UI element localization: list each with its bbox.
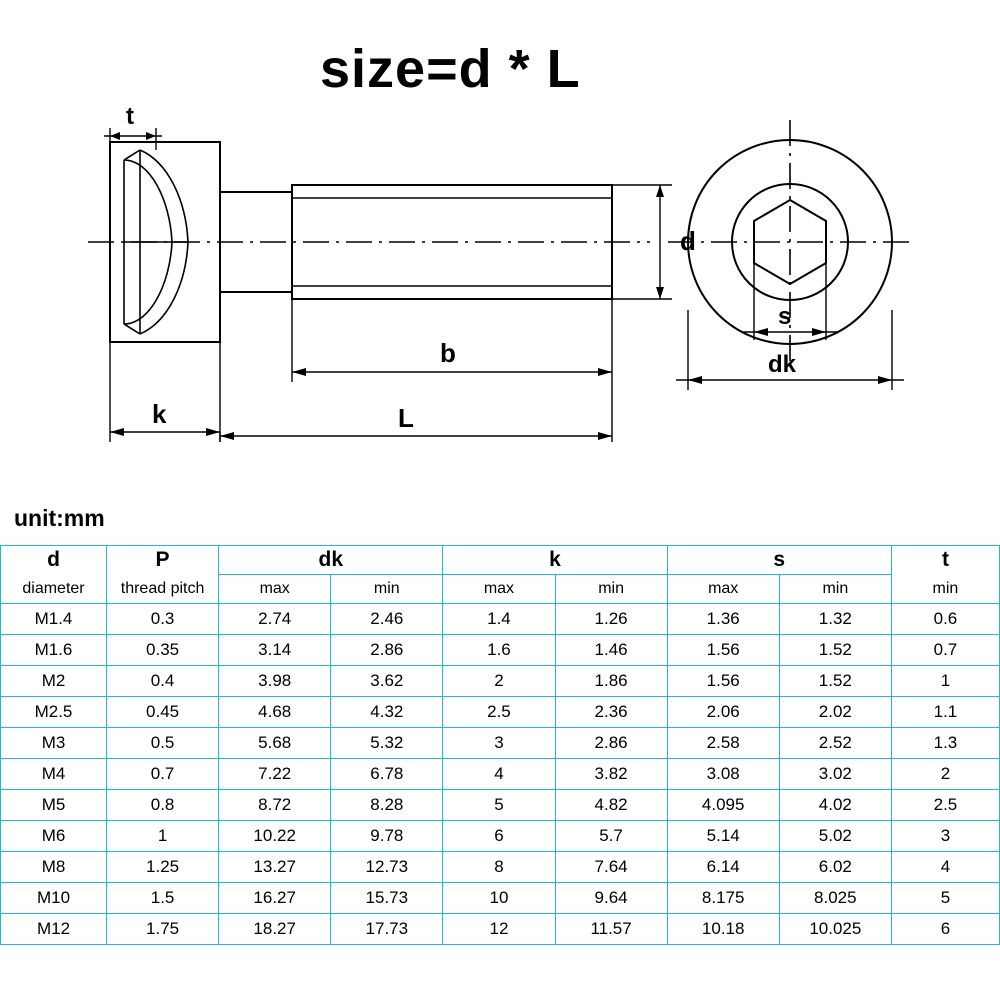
table-cell: 7.22: [219, 759, 331, 790]
header-dk-min: min: [331, 575, 443, 604]
table-cell: 1.25: [107, 852, 219, 883]
header-k-max: max: [443, 575, 555, 604]
table-cell: 2.52: [779, 728, 891, 759]
dimension-label-d: d: [680, 226, 696, 256]
table-cell: 4.32: [331, 697, 443, 728]
dimension-label-t: t: [126, 103, 134, 130]
table-cell: 6: [891, 914, 999, 945]
header-k: k: [443, 546, 667, 575]
dimension-label-s: s: [778, 303, 792, 330]
table-cell: 12: [443, 914, 555, 945]
table-cell: 17.73: [331, 914, 443, 945]
table-cell: 5: [443, 790, 555, 821]
header-p: P: [107, 546, 219, 575]
table-cell: 7.64: [555, 852, 667, 883]
table-cell: 1.1: [891, 697, 999, 728]
table-cell: 12.73: [331, 852, 443, 883]
table-cell: 5.14: [667, 821, 779, 852]
table-cell: 2: [443, 666, 555, 697]
table-cell: 4.095: [667, 790, 779, 821]
table-body: [1, 604, 1000, 945]
table-cell: 4.82: [555, 790, 667, 821]
table-cell: M2.5: [1, 697, 107, 728]
table-cell: 2.5: [891, 790, 999, 821]
table-row: [1, 790, 1000, 821]
table-cell: 2.5: [443, 697, 555, 728]
table-cell: 5.02: [779, 821, 891, 852]
table-cell: 3.08: [667, 759, 779, 790]
table-cell: 3: [443, 728, 555, 759]
table-cell: 1.32: [779, 604, 891, 635]
table-header-row-secondary: [1, 575, 1000, 604]
spec-table-container: [0, 545, 1000, 945]
table-row: [1, 697, 1000, 728]
page-title: size=d * L: [320, 39, 581, 99]
table-cell: M2: [1, 666, 107, 697]
table-cell: 3.14: [219, 635, 331, 666]
screw-technical-drawing: [0, 100, 1000, 490]
unit-label: unit:mm: [14, 505, 105, 531]
table-cell: 0.45: [107, 697, 219, 728]
header-d-sub: diameter: [1, 575, 107, 604]
table-cell: 1.52: [779, 666, 891, 697]
table-cell: 8.72: [219, 790, 331, 821]
table-cell: 0.7: [891, 635, 999, 666]
table-cell: 0.5: [107, 728, 219, 759]
table-row: [1, 883, 1000, 914]
table-cell: 5.7: [555, 821, 667, 852]
table-cell: 1: [891, 666, 999, 697]
table-cell: 1.5: [107, 883, 219, 914]
table-cell: 2.86: [331, 635, 443, 666]
table-cell: M5: [1, 790, 107, 821]
table-cell: 13.27: [219, 852, 331, 883]
header-s: s: [667, 546, 891, 575]
table-cell: 2: [891, 759, 999, 790]
table-cell: 0.6: [891, 604, 999, 635]
table-cell: 2.46: [331, 604, 443, 635]
table-row: [1, 759, 1000, 790]
table-cell: M4: [1, 759, 107, 790]
table-cell: 9.64: [555, 883, 667, 914]
table-cell: 15.73: [331, 883, 443, 914]
table-cell: 0.3: [107, 604, 219, 635]
table-cell: M1.4: [1, 604, 107, 635]
table-cell: M6: [1, 821, 107, 852]
dimension-label-b: b: [440, 338, 456, 368]
table-header-row-primary: [1, 546, 1000, 575]
table-cell: 8.175: [667, 883, 779, 914]
table-cell: M8: [1, 852, 107, 883]
table-row: [1, 666, 1000, 697]
table-cell: 5.32: [331, 728, 443, 759]
dimension-label-k: k: [152, 399, 167, 429]
table-cell: 1.86: [555, 666, 667, 697]
table-cell: 4: [443, 759, 555, 790]
table-cell: 1: [107, 821, 219, 852]
table-cell: 2.06: [667, 697, 779, 728]
table-row: [1, 604, 1000, 635]
table-cell: 3.82: [555, 759, 667, 790]
table-cell: 3.62: [331, 666, 443, 697]
screw-dimension-table: [0, 545, 1000, 945]
table-cell: 6.02: [779, 852, 891, 883]
header-d: d: [1, 546, 107, 575]
table-cell: 10.18: [667, 914, 779, 945]
header-s-max: max: [667, 575, 779, 604]
table-row: [1, 914, 1000, 945]
table-cell: 1.3: [891, 728, 999, 759]
table-row: [1, 728, 1000, 759]
table-cell: 1.36: [667, 604, 779, 635]
header-p-sub: thread pitch: [107, 575, 219, 604]
table-cell: 18.27: [219, 914, 331, 945]
dimension-label-L: L: [398, 403, 414, 433]
table-cell: M12: [1, 914, 107, 945]
table-cell: 1.4: [443, 604, 555, 635]
table-cell: 5: [891, 883, 999, 914]
header-dk: dk: [219, 546, 443, 575]
table-cell: 2.86: [555, 728, 667, 759]
table-cell: 0.7: [107, 759, 219, 790]
table-cell: 2.02: [779, 697, 891, 728]
table-cell: 1.56: [667, 666, 779, 697]
table-cell: 2.58: [667, 728, 779, 759]
table-cell: 9.78: [331, 821, 443, 852]
header-k-min: min: [555, 575, 667, 604]
table-cell: 3.02: [779, 759, 891, 790]
table-cell: 4: [891, 852, 999, 883]
table-cell: 1.75: [107, 914, 219, 945]
table-cell: 0.4: [107, 666, 219, 697]
table-cell: 3: [891, 821, 999, 852]
header-dk-max: max: [219, 575, 331, 604]
table-cell: 2.36: [555, 697, 667, 728]
table-cell: 0.8: [107, 790, 219, 821]
table-cell: 1.46: [555, 635, 667, 666]
table-cell: 4.68: [219, 697, 331, 728]
table-cell: 5.68: [219, 728, 331, 759]
table-cell: 0.35: [107, 635, 219, 666]
header-s-min: min: [779, 575, 891, 604]
table-cell: 8.025: [779, 883, 891, 914]
table-cell: 1.52: [779, 635, 891, 666]
dimension-label-dk: dk: [768, 351, 797, 378]
table-cell: 4.02: [779, 790, 891, 821]
table-row: [1, 821, 1000, 852]
table-row: [1, 635, 1000, 666]
table-cell: M10: [1, 883, 107, 914]
table-row: [1, 852, 1000, 883]
table-cell: M1.6: [1, 635, 107, 666]
table-cell: 10.22: [219, 821, 331, 852]
table-cell: 8: [443, 852, 555, 883]
table-cell: 6.14: [667, 852, 779, 883]
header-t-min: min: [891, 575, 999, 604]
table-cell: 11.57: [555, 914, 667, 945]
table-cell: 2.74: [219, 604, 331, 635]
table-cell: 3.98: [219, 666, 331, 697]
table-cell: 1.26: [555, 604, 667, 635]
table-cell: 1.6: [443, 635, 555, 666]
table-cell: 16.27: [219, 883, 331, 914]
table-cell: 1.56: [667, 635, 779, 666]
table-cell: 8.28: [331, 790, 443, 821]
table-cell: M3: [1, 728, 107, 759]
table-cell: 10.025: [779, 914, 891, 945]
header-t: t: [891, 546, 999, 575]
table-cell: 6: [443, 821, 555, 852]
table-cell: 10: [443, 883, 555, 914]
table-cell: 6.78: [331, 759, 443, 790]
